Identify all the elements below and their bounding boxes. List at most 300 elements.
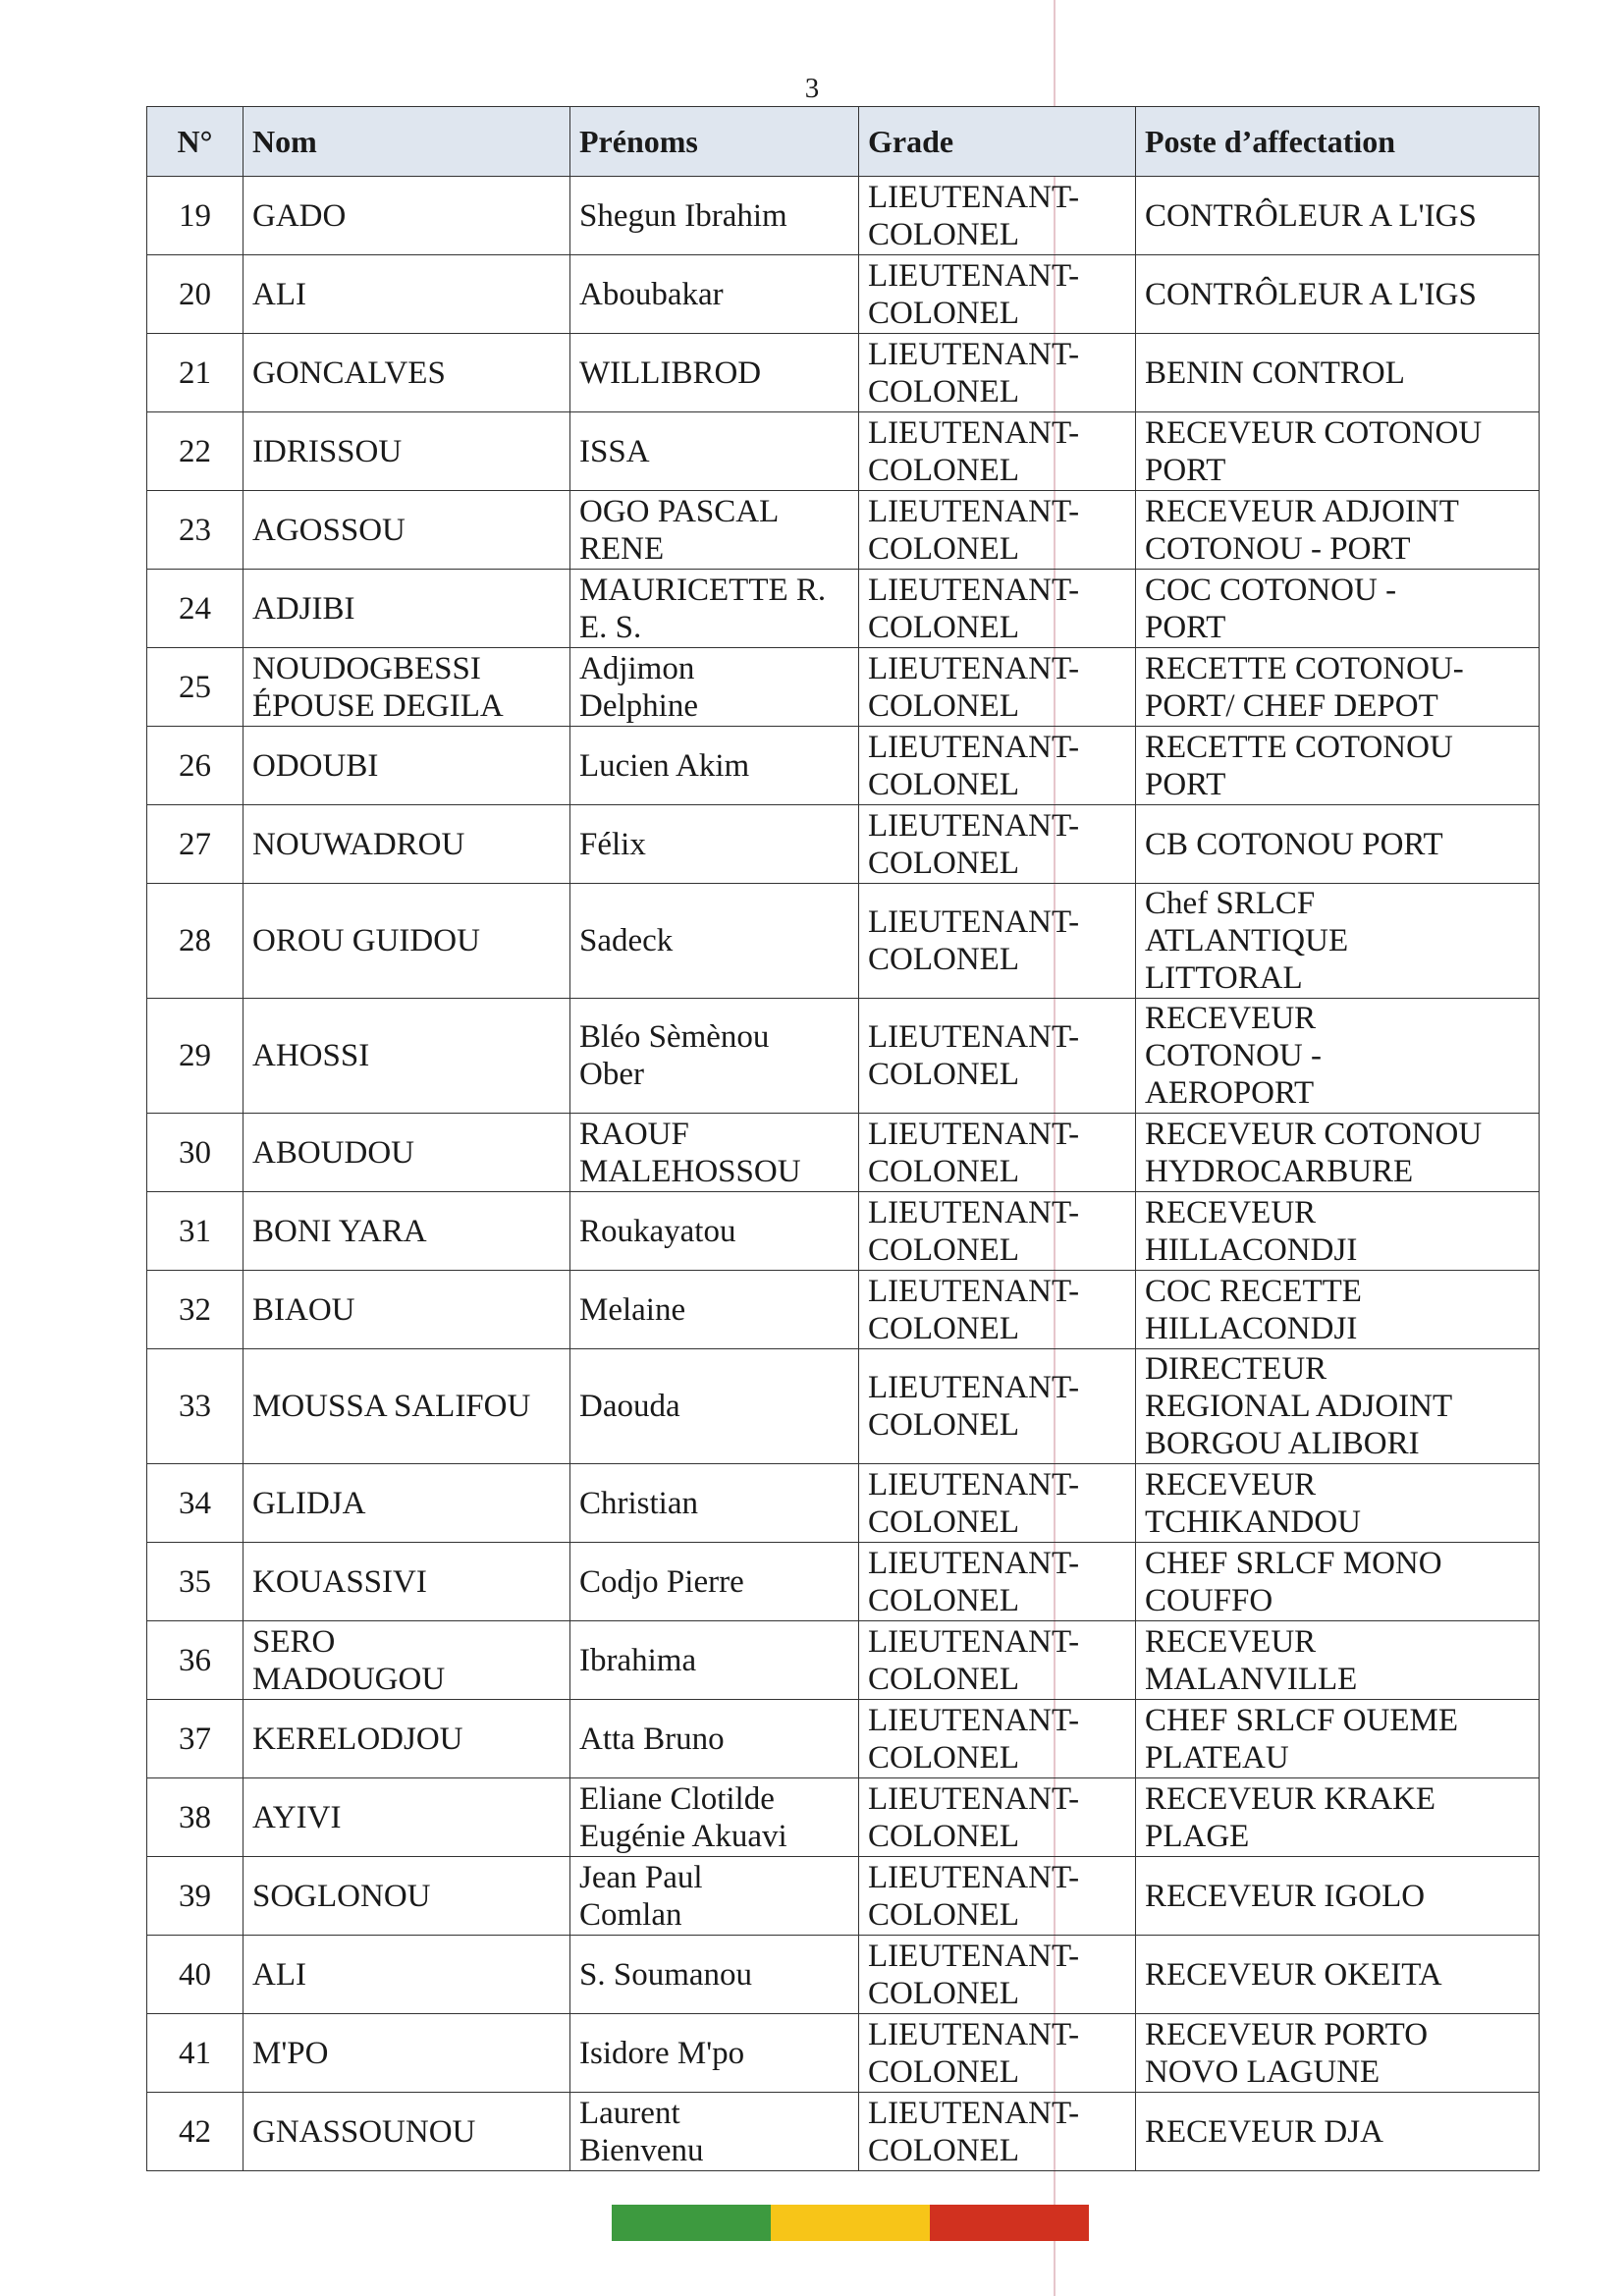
cell-num bbox=[147, 999, 244, 1114]
cell-poste-line: HILLACONDJI bbox=[1145, 1231, 1358, 1268]
cell-num bbox=[147, 491, 244, 570]
cell-poste-line: AEROPORT bbox=[1145, 1075, 1315, 1111]
header-grade: Grade bbox=[859, 107, 1136, 177]
cell-num-text: 20 bbox=[179, 276, 211, 312]
cell-num bbox=[147, 1114, 244, 1192]
cell-grade-line: COLONEL bbox=[868, 1896, 1019, 1933]
cell-nom-line: SOGLONOU bbox=[252, 1878, 431, 1914]
cell-nom-line: ODOUBI bbox=[252, 747, 379, 784]
cell-num bbox=[147, 1621, 244, 1700]
cell-prenoms-line: Ibrahima bbox=[579, 1642, 697, 1678]
cell-poste bbox=[1136, 1192, 1540, 1271]
table-row bbox=[147, 570, 1540, 648]
cell-poste-line: CB COTONOU PORT bbox=[1145, 826, 1443, 862]
cell-poste-line: PORT bbox=[1145, 452, 1226, 488]
cell-grade bbox=[859, 1621, 1136, 1700]
cell-nom-line: ÉPOUSE DEGILA bbox=[252, 687, 504, 724]
cell-prenoms-line: Laurent bbox=[579, 2095, 680, 2131]
cell-poste bbox=[1136, 999, 1540, 1114]
cell-poste-line: DIRECTEUR bbox=[1145, 1351, 1327, 1387]
cell-poste-line: HILLACONDJI bbox=[1145, 1310, 1358, 1346]
cell-num-text: 32 bbox=[179, 1291, 211, 1328]
cell-grade-line: COLONEL bbox=[868, 373, 1019, 410]
cell-poste-line: RECEVEUR COTONOU bbox=[1145, 1116, 1483, 1152]
flag-green-segment bbox=[612, 2205, 771, 2241]
cell-grade-line: LIEUTENANT- bbox=[868, 1370, 1080, 1405]
table-row bbox=[147, 491, 1540, 570]
cell-prenoms bbox=[570, 727, 859, 805]
cell-poste bbox=[1136, 1543, 1540, 1621]
cell-grade bbox=[859, 999, 1136, 1114]
header-prenoms: Prénoms bbox=[570, 107, 859, 177]
cell-num bbox=[147, 1778, 244, 1857]
cell-grade bbox=[859, 1543, 1136, 1621]
cell-num bbox=[147, 727, 244, 805]
cell-num-text: 36 bbox=[179, 1642, 211, 1678]
cell-num-text: 25 bbox=[179, 669, 211, 705]
cell-grade-line: LIEUTENANT- bbox=[868, 807, 1080, 844]
cell-prenoms bbox=[570, 412, 859, 491]
cell-grade-line: COLONEL bbox=[868, 1661, 1019, 1697]
cell-grade bbox=[859, 412, 1136, 491]
cell-prenoms bbox=[570, 1700, 859, 1778]
cell-grade bbox=[859, 570, 1136, 648]
cell-poste-line: LITTORAL bbox=[1145, 960, 1303, 996]
cell-grade-line: LIEUTENANT- bbox=[868, 904, 1080, 940]
cell-prenoms-line: Isidore M'po bbox=[579, 2035, 745, 2071]
cell-prenoms-line: Delphine bbox=[579, 687, 698, 724]
footer-flag-bar bbox=[612, 2205, 1089, 2241]
table-row bbox=[147, 1271, 1540, 1349]
cell-nom bbox=[244, 1349, 570, 1464]
cell-prenoms-line: S. Soumanou bbox=[579, 1956, 753, 1993]
cell-nom-line: MOUSSA SALIFOU bbox=[252, 1389, 531, 1424]
cell-poste bbox=[1136, 334, 1540, 412]
table-row bbox=[147, 1192, 1540, 1271]
cell-grade-line: COLONEL bbox=[868, 766, 1019, 802]
cell-prenoms-line: Melaine bbox=[579, 1291, 686, 1328]
table-row bbox=[147, 999, 1540, 1114]
cell-grade-line: LIEUTENANT- bbox=[868, 1623, 1080, 1660]
cell-nom bbox=[244, 1271, 570, 1349]
cell-prenoms-line: Aboubakar bbox=[579, 276, 724, 312]
cell-grade-line: COLONEL bbox=[868, 1407, 1019, 1443]
cell-num-text: 21 bbox=[179, 355, 211, 391]
cell-prenoms-line: Christian bbox=[579, 1485, 698, 1521]
cell-num-text: 26 bbox=[179, 747, 211, 784]
cell-prenoms bbox=[570, 570, 859, 648]
cell-grade bbox=[859, 2093, 1136, 2171]
cell-poste-line: HYDROCARBURE bbox=[1145, 1153, 1414, 1189]
cell-grade-line: LIEUTENANT- bbox=[868, 572, 1080, 608]
cell-prenoms bbox=[570, 1543, 859, 1621]
cell-num-text: 27 bbox=[179, 826, 211, 862]
cell-prenoms-line: Adjimon bbox=[579, 650, 695, 686]
cell-prenoms-line: Eliane Clotilde bbox=[579, 1780, 775, 1817]
cell-poste-line: BORGOU ALIBORI bbox=[1145, 1426, 1420, 1461]
header-poste: Poste d’affectation bbox=[1136, 107, 1540, 177]
cell-grade-line: LIEUTENANT- bbox=[868, 1702, 1080, 1738]
cell-num-text: 31 bbox=[179, 1213, 211, 1249]
cell-grade bbox=[859, 491, 1136, 570]
cell-num bbox=[147, 1464, 244, 1543]
cell-grade bbox=[859, 1857, 1136, 1936]
table-row bbox=[147, 805, 1540, 884]
cell-nom bbox=[244, 648, 570, 727]
cell-prenoms bbox=[570, 884, 859, 999]
cell-grade-line: COLONEL bbox=[868, 530, 1019, 567]
cell-poste-line: MALANVILLE bbox=[1145, 1661, 1358, 1697]
cell-num-text: 30 bbox=[179, 1134, 211, 1171]
cell-poste bbox=[1136, 648, 1540, 727]
cell-num-text: 42 bbox=[179, 2113, 211, 2150]
cell-poste-line: TCHIKANDOU bbox=[1145, 1503, 1361, 1540]
table-body bbox=[147, 177, 1540, 2171]
cell-prenoms-line: E. S. bbox=[579, 609, 642, 645]
cell-prenoms-line: RENE bbox=[579, 530, 665, 567]
cell-poste bbox=[1136, 1778, 1540, 1857]
cell-nom bbox=[244, 570, 570, 648]
cell-nom-line: AHOSSI bbox=[252, 1038, 370, 1073]
cell-num-text: 40 bbox=[179, 1956, 211, 1993]
cell-nom-line: BONI YARA bbox=[252, 1213, 427, 1249]
cell-poste-line: RECEVEUR PORTO bbox=[1145, 2016, 1429, 2052]
cell-poste bbox=[1136, 1621, 1540, 1700]
cell-prenoms-line: WILLIBROD bbox=[579, 355, 762, 391]
cell-poste-line: BENIN CONTROL bbox=[1145, 355, 1405, 391]
cell-nom bbox=[244, 255, 570, 334]
table-row bbox=[147, 884, 1540, 999]
cell-poste-line: CHEF SRLCF MONO bbox=[1145, 1545, 1442, 1581]
cell-grade bbox=[859, 1192, 1136, 1271]
cell-prenoms-line: Roukayatou bbox=[579, 1213, 736, 1249]
table-row bbox=[147, 334, 1540, 412]
cell-poste-line: CHEF SRLCF OUEME bbox=[1145, 1702, 1459, 1738]
cell-grade bbox=[859, 2014, 1136, 2093]
cell-poste-line: RECEVEUR bbox=[1145, 1194, 1317, 1230]
cell-poste-line: RECEVEUR bbox=[1145, 1466, 1317, 1503]
cell-num bbox=[147, 1700, 244, 1778]
cell-grade bbox=[859, 1271, 1136, 1349]
cell-prenoms-line: Lucien Akim bbox=[579, 747, 750, 784]
cell-num bbox=[147, 648, 244, 727]
cell-prenoms-line: MAURICETTE R. bbox=[579, 572, 827, 608]
cell-nom bbox=[244, 1114, 570, 1192]
cell-grade bbox=[859, 727, 1136, 805]
cell-nom-line: KOUASSIVI bbox=[252, 1563, 427, 1600]
header-nom: Nom bbox=[244, 107, 570, 177]
cell-num bbox=[147, 1349, 244, 1464]
cell-nom bbox=[244, 1192, 570, 1271]
cell-poste-line: RECEVEUR COTONOU bbox=[1145, 414, 1483, 451]
cell-num-text: 34 bbox=[179, 1485, 211, 1521]
cell-num-text: 37 bbox=[179, 1721, 211, 1757]
cell-num-text: 23 bbox=[179, 512, 211, 548]
cell-num-text: 35 bbox=[179, 1563, 211, 1600]
cell-grade-line: COLONEL bbox=[868, 1818, 1019, 1854]
cell-nom-line: GADO bbox=[252, 197, 347, 234]
table-row bbox=[147, 2014, 1540, 2093]
cell-poste bbox=[1136, 884, 1540, 999]
cell-num-text: 38 bbox=[179, 1799, 211, 1835]
cell-prenoms bbox=[570, 255, 859, 334]
cell-grade-line: LIEUTENANT- bbox=[868, 257, 1080, 294]
cell-nom bbox=[244, 884, 570, 999]
cell-prenoms-line: ISSA bbox=[579, 433, 650, 469]
cell-grade-line: LIEUTENANT- bbox=[868, 650, 1080, 686]
cell-nom-line: NOUDOGBESSI bbox=[252, 650, 481, 686]
cell-num bbox=[147, 334, 244, 412]
cell-grade bbox=[859, 648, 1136, 727]
table-row bbox=[147, 1857, 1540, 1936]
cell-prenoms-line: OGO PASCAL bbox=[579, 493, 780, 529]
cell-prenoms bbox=[570, 491, 859, 570]
cell-nom-line: OROU GUIDOU bbox=[252, 923, 480, 958]
cell-poste-line: PORT bbox=[1145, 766, 1226, 802]
cell-grade bbox=[859, 1464, 1136, 1543]
cell-poste-line: RECEVEUR bbox=[1145, 1001, 1317, 1036]
table-row bbox=[147, 1936, 1540, 2014]
cell-nom bbox=[244, 999, 570, 1114]
cell-poste-line: REGIONAL ADJOINT bbox=[1145, 1389, 1453, 1424]
cell-prenoms bbox=[570, 334, 859, 412]
cell-poste bbox=[1136, 1464, 1540, 1543]
cell-grade-line: LIEUTENANT- bbox=[868, 414, 1080, 451]
cell-num-text: 39 bbox=[179, 1878, 211, 1914]
table-row bbox=[147, 1349, 1540, 1464]
cell-poste-line: RECEVEUR IGOLO bbox=[1145, 1878, 1426, 1914]
cell-prenoms-line: Codjo Pierre bbox=[579, 1563, 744, 1600]
cell-nom-line: AYIVI bbox=[252, 1799, 342, 1835]
cell-nom bbox=[244, 1778, 570, 1857]
cell-prenoms-line: Daouda bbox=[579, 1389, 680, 1424]
cell-grade-line: COLONEL bbox=[868, 1310, 1019, 1346]
table-row bbox=[147, 1464, 1540, 1543]
cell-nom-line: AGOSSOU bbox=[252, 512, 406, 548]
table-row bbox=[147, 1114, 1540, 1192]
cell-grade-line: LIEUTENANT- bbox=[868, 1859, 1080, 1895]
cell-grade-line: COLONEL bbox=[868, 216, 1019, 252]
cell-poste bbox=[1136, 570, 1540, 648]
cell-grade-line: LIEUTENANT- bbox=[868, 729, 1080, 765]
cell-grade bbox=[859, 1114, 1136, 1192]
cell-poste-line: CONTRÔLEUR A L'IGS bbox=[1145, 197, 1477, 234]
cell-grade-line: LIEUTENANT- bbox=[868, 2016, 1080, 2052]
cell-nom bbox=[244, 805, 570, 884]
cell-prenoms bbox=[570, 177, 859, 255]
cell-prenoms-line: Sadeck bbox=[579, 923, 674, 958]
cell-poste bbox=[1136, 805, 1540, 884]
cell-grade-line: COLONEL bbox=[868, 942, 1019, 977]
cell-prenoms bbox=[570, 1936, 859, 2014]
cell-nom bbox=[244, 491, 570, 570]
cell-poste-line: COTONOU - bbox=[1145, 1038, 1322, 1073]
cell-nom bbox=[244, 1621, 570, 1700]
cell-prenoms-line: Eugénie Akuavi bbox=[579, 1818, 787, 1854]
cell-grade bbox=[859, 1778, 1136, 1857]
cell-grade-line: LIEUTENANT- bbox=[868, 2095, 1080, 2131]
cell-prenoms-line: Bienvenu bbox=[579, 2132, 704, 2168]
table-row bbox=[147, 1700, 1540, 1778]
cell-nom-line: MADOUGOU bbox=[252, 1661, 446, 1697]
cell-poste-line: COC COTONOU - bbox=[1145, 572, 1397, 608]
cell-num-text: 28 bbox=[179, 923, 211, 958]
cell-nom-line: ALI bbox=[252, 1956, 306, 1993]
cell-grade-line: LIEUTENANT- bbox=[868, 1938, 1080, 1974]
cell-prenoms bbox=[570, 1621, 859, 1700]
cell-prenoms bbox=[570, 805, 859, 884]
cell-num bbox=[147, 412, 244, 491]
flag-red-segment bbox=[930, 2205, 1089, 2241]
table-row bbox=[147, 1621, 1540, 1700]
cell-nom-line: M'PO bbox=[252, 2035, 329, 2071]
cell-num-text: 41 bbox=[179, 2035, 211, 2071]
cell-grade-line: COLONEL bbox=[868, 2132, 1019, 2168]
cell-grade-line: LIEUTENANT- bbox=[868, 1273, 1080, 1309]
cell-grade bbox=[859, 177, 1136, 255]
cell-prenoms bbox=[570, 2014, 859, 2093]
header-num: N° bbox=[147, 107, 244, 177]
cell-poste-line: RECEVEUR KRAKE bbox=[1145, 1780, 1436, 1817]
cell-poste-line: PLAGE bbox=[1145, 1818, 1250, 1854]
cell-poste bbox=[1136, 1936, 1540, 2014]
cell-poste bbox=[1136, 2093, 1540, 2171]
cell-num bbox=[147, 1543, 244, 1621]
cell-nom bbox=[244, 1700, 570, 1778]
cell-nom bbox=[244, 727, 570, 805]
cell-grade bbox=[859, 805, 1136, 884]
cell-poste-line: RECEVEUR DJA bbox=[1145, 2113, 1383, 2150]
cell-nom-line: KERELODJOU bbox=[252, 1721, 463, 1757]
table-header-row bbox=[147, 107, 1540, 177]
cell-prenoms bbox=[570, 1857, 859, 1936]
cell-nom-line: NOUWADROU bbox=[252, 826, 465, 862]
cell-num bbox=[147, 805, 244, 884]
table-row bbox=[147, 1778, 1540, 1857]
cell-prenoms bbox=[570, 1271, 859, 1349]
cell-grade-line: COLONEL bbox=[868, 1503, 1019, 1540]
cell-nom bbox=[244, 2093, 570, 2171]
cell-poste-line: RECEVEUR OKEITA bbox=[1145, 1956, 1442, 1993]
cell-poste bbox=[1136, 491, 1540, 570]
personnel-table bbox=[146, 106, 1540, 2171]
cell-grade bbox=[859, 1936, 1136, 2014]
cell-nom bbox=[244, 412, 570, 491]
cell-grade-line: LIEUTENANT- bbox=[868, 1466, 1080, 1503]
cell-poste bbox=[1136, 1349, 1540, 1464]
cell-nom-line: BIAOU bbox=[252, 1291, 355, 1328]
cell-poste-line: COUFFO bbox=[1145, 1582, 1273, 1618]
cell-poste-line: RECETTE COTONOU bbox=[1145, 729, 1453, 765]
cell-poste bbox=[1136, 1271, 1540, 1349]
table-row bbox=[147, 177, 1540, 255]
cell-prenoms-line: Atta Bruno bbox=[579, 1721, 725, 1757]
cell-poste bbox=[1136, 1700, 1540, 1778]
cell-poste bbox=[1136, 1857, 1540, 1936]
cell-num bbox=[147, 1192, 244, 1271]
cell-grade-line: COLONEL bbox=[868, 609, 1019, 645]
cell-prenoms bbox=[570, 1464, 859, 1543]
cell-num-text: 29 bbox=[179, 1038, 211, 1073]
cell-nom-line: IDRISSOU bbox=[252, 433, 403, 469]
cell-grade-line: LIEUTENANT- bbox=[868, 493, 1080, 529]
table-row bbox=[147, 2093, 1540, 2171]
cell-grade-line: COLONEL bbox=[868, 687, 1019, 724]
cell-grade-line: COLONEL bbox=[868, 2053, 1019, 2090]
cell-poste-line: RECETTE COTONOU- bbox=[1145, 650, 1464, 686]
cell-prenoms-line: Félix bbox=[579, 826, 646, 862]
cell-num bbox=[147, 255, 244, 334]
cell-nom-line: SERO bbox=[252, 1623, 336, 1660]
cell-prenoms-line: RAOUF bbox=[579, 1116, 689, 1152]
cell-prenoms bbox=[570, 1114, 859, 1192]
page-number: 3 bbox=[804, 73, 820, 104]
cell-grade-line: LIEUTENANT- bbox=[868, 336, 1080, 372]
cell-grade bbox=[859, 334, 1136, 412]
cell-grade-line: COLONEL bbox=[868, 1057, 1019, 1092]
cell-grade bbox=[859, 1700, 1136, 1778]
cell-prenoms-line: Bléo Sèmènou bbox=[579, 1019, 770, 1055]
cell-grade-line: COLONEL bbox=[868, 295, 1019, 331]
cell-grade-line: COLONEL bbox=[868, 1975, 1019, 2011]
cell-grade bbox=[859, 884, 1136, 999]
table-row bbox=[147, 1543, 1540, 1621]
cell-poste bbox=[1136, 2014, 1540, 2093]
cell-nom-line: GNASSOUNOU bbox=[252, 2113, 476, 2150]
cell-poste-line: RECEVEUR ADJOINT bbox=[1145, 493, 1459, 529]
cell-poste-line: NOVO LAGUNE bbox=[1145, 2053, 1380, 2090]
cell-num bbox=[147, 1271, 244, 1349]
cell-grade-line: LIEUTENANT- bbox=[868, 1545, 1080, 1581]
cell-grade-line: COLONEL bbox=[868, 1231, 1019, 1268]
cell-poste bbox=[1136, 255, 1540, 334]
cell-grade-line: COLONEL bbox=[868, 1739, 1019, 1776]
cell-num bbox=[147, 2093, 244, 2171]
cell-poste bbox=[1136, 177, 1540, 255]
cell-poste bbox=[1136, 727, 1540, 805]
cell-poste-line: CONTRÔLEUR A L'IGS bbox=[1145, 276, 1477, 312]
cell-num bbox=[147, 1857, 244, 1936]
cell-grade bbox=[859, 1349, 1136, 1464]
cell-nom-line: ABOUDOU bbox=[252, 1134, 414, 1171]
cell-poste-line: PORT/ CHEF DEPOT bbox=[1145, 687, 1438, 724]
cell-prenoms bbox=[570, 1192, 859, 1271]
cell-poste bbox=[1136, 1114, 1540, 1192]
cell-grade-line: COLONEL bbox=[868, 845, 1019, 881]
cell-num-text: 22 bbox=[179, 433, 211, 469]
cell-prenoms-line: Comlan bbox=[579, 1896, 682, 1933]
cell-grade-line: COLONEL bbox=[868, 1153, 1019, 1189]
cell-grade bbox=[859, 255, 1136, 334]
table-row bbox=[147, 412, 1540, 491]
cell-grade-line: LIEUTENANT- bbox=[868, 1019, 1080, 1055]
cell-poste-line: COC RECETTE bbox=[1145, 1273, 1362, 1309]
table-row bbox=[147, 727, 1540, 805]
cell-poste-line: ATLANTIQUE bbox=[1145, 923, 1349, 958]
cell-poste-line: PORT bbox=[1145, 609, 1226, 645]
cell-nom-line: GLIDJA bbox=[252, 1485, 366, 1521]
cell-num bbox=[147, 884, 244, 999]
cell-num bbox=[147, 177, 244, 255]
cell-prenoms bbox=[570, 2093, 859, 2171]
cell-prenoms bbox=[570, 1349, 859, 1464]
flag-yellow-segment bbox=[771, 2205, 930, 2241]
cell-grade-line: LIEUTENANT- bbox=[868, 1116, 1080, 1152]
cell-nom bbox=[244, 1936, 570, 2014]
cell-nom bbox=[244, 334, 570, 412]
cell-prenoms bbox=[570, 1778, 859, 1857]
cell-grade-line: COLONEL bbox=[868, 452, 1019, 488]
